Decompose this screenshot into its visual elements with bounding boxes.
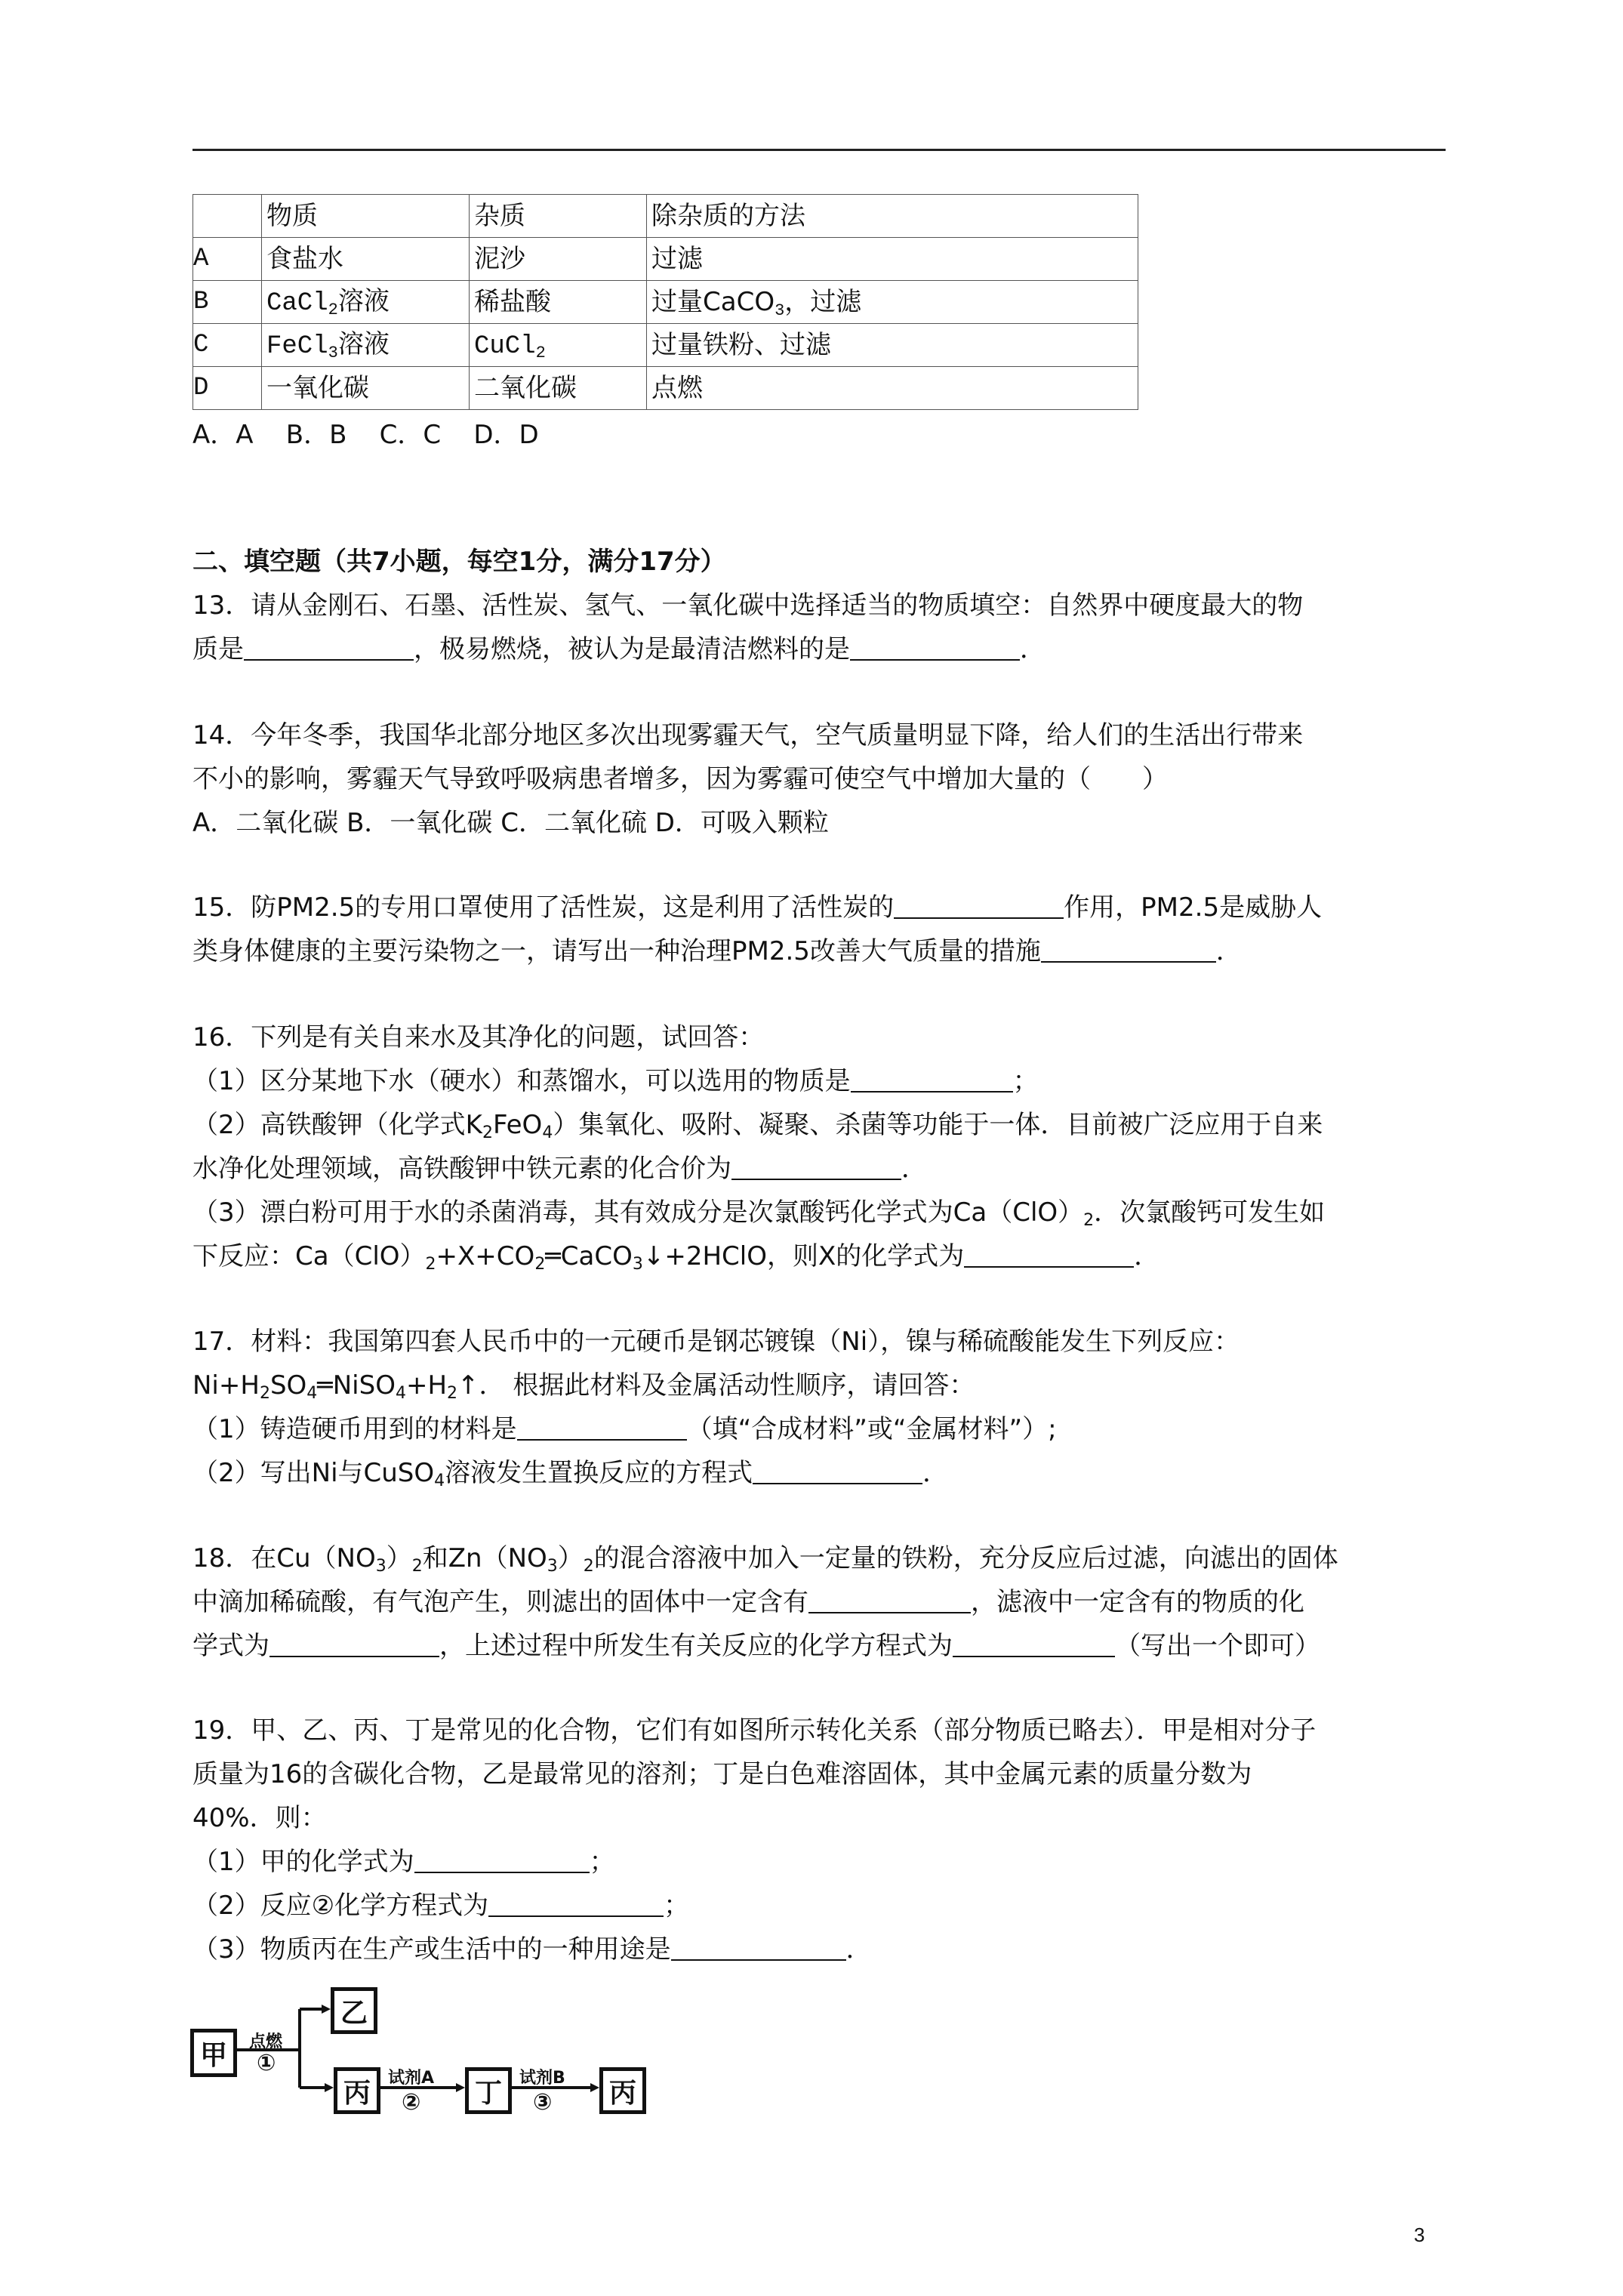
- q15-line: 类身体健康的主要污染物之一，请写出一种治理PM2.5改善大气质量的措施 ．: [192, 936, 1242, 966]
- answer-blank[interactable]: [414, 1849, 590, 1873]
- answer-blank[interactable]: [964, 1244, 1134, 1268]
- table-header-row: [193, 195, 1138, 238]
- table-row: [193, 238, 1138, 281]
- q12-options: A．A B．B C．C D．D: [192, 420, 539, 450]
- table-header-cell: 除杂质的方法: [647, 195, 1138, 238]
- table-header-cell: 杂质: [470, 195, 647, 238]
- impurity-cell: 泥沙: [470, 238, 647, 281]
- method-cell: 过量铁粉、过滤: [647, 324, 1138, 367]
- step-number: ②: [402, 2089, 421, 2116]
- table-row: [193, 324, 1138, 367]
- answer-blank[interactable]: [894, 895, 1064, 919]
- q19-line: 质量为16的含碳化合物，乙是最常见的溶剂；丁是白色难溶固体，其中金属元素的质量分数为: [192, 1759, 1252, 1789]
- q16-line: 水净化处理领域，高铁酸钾中铁元素的化合价为 ．: [192, 1154, 927, 1184]
- answer-blank[interactable]: [244, 636, 414, 661]
- row-label: B: [193, 281, 262, 324]
- impurity-table: [192, 194, 1138, 410]
- answer-blank[interactable]: [808, 1589, 971, 1613]
- row-label: D: [193, 367, 262, 410]
- q18-line: 学式为 ，上述过程中所发生有关反应的化学方程式为 （写出一个即可）: [192, 1631, 1320, 1661]
- q14-line: 不小的影响，雾霾天气导致呼吸病患者增多，因为雾霾可使空气中增加大量的（ ）: [192, 764, 1168, 794]
- answer-blank[interactable]: [731, 1156, 901, 1180]
- section-title: 二、填空题（共7小题，每空1分，满分17分）: [192, 547, 726, 577]
- header-rule: [192, 149, 1446, 151]
- table-header-cell: 物质: [262, 195, 470, 238]
- answer-blank[interactable]: [269, 1633, 439, 1657]
- q19-line: 40%．则：: [192, 1803, 327, 1833]
- table-row: [193, 281, 1138, 324]
- q16-line: 16．下列是有关自来水及其净化的问题，试回答：: [192, 1022, 765, 1052]
- table-row: [193, 367, 1138, 410]
- q19-line: （3）物质丙在生产或生活中的一种用途是 ．: [192, 1934, 872, 1965]
- answer-blank[interactable]: [953, 1633, 1115, 1657]
- answer-blank[interactable]: [488, 1893, 664, 1917]
- q19-line: 19．甲、乙、丙、丁是常见的化合物，它们有如图所示转化关系（部分物质已略去）．甲是相对分子: [192, 1715, 1317, 1746]
- answer-blank[interactable]: [753, 1460, 922, 1484]
- q14-line: 14．今年冬季，我国华北部分地区多次出现雾霾天气，空气质量明显下降，给人们的生活出行带来: [192, 720, 1304, 750]
- table-header-cell: [193, 195, 262, 238]
- bing-box: 丙: [334, 2067, 380, 2114]
- method-cell: 点燃: [647, 367, 1138, 410]
- step-number: ③: [533, 2089, 553, 2116]
- jia-box: 甲: [190, 2029, 237, 2077]
- bing-box: 丙: [599, 2067, 646, 2114]
- reagent-a-label: 试剂A: [388, 2069, 435, 2088]
- row-label: A: [193, 238, 262, 281]
- answer-blank[interactable]: [671, 1937, 846, 1961]
- page-number: 3: [1414, 2224, 1425, 2246]
- row-label: C: [193, 324, 262, 367]
- answer-blank[interactable]: [517, 1416, 687, 1441]
- impurity-cell: CuCl$_2$: [470, 324, 647, 367]
- q13-line: 13．请从金刚石、石墨、活性炭、氢气、一氧化碳中选择适当的物质填空：自然界中硬度最大的物: [192, 590, 1304, 621]
- q17-line: （2）写出Ni与CuSO$_4$溶液发生置换反应的方程式 ．: [192, 1458, 949, 1490]
- substance-cell: CaCl$_2$溶液: [262, 281, 470, 324]
- answer-blank[interactable]: [851, 1068, 1013, 1093]
- ignite-label: 点燃: [249, 2032, 283, 2051]
- q16-line: （2）高铁酸钾（化学式$K_2FeO_4$）集氧化、吸附、凝聚、杀菌等功能于一体．目前被广泛应用于自来: [192, 1110, 1323, 1142]
- q16-line: （3）漂白粉可用于水的杀菌消毒，其有效成分是次氯酸钙化学式为$Ca(ClO)_2$．次氯酸钙可发生如: [192, 1197, 1326, 1230]
- q17-line: 17．材料：我国第四套人民币中的一元硬币是钢芯镀镍（Ni），镍与稀硫酸能发生下列反应：: [192, 1327, 1240, 1357]
- q16-line: （1）区分某地下水（硬水）和蒸馏水，可以选用的物质是 ；: [192, 1066, 1039, 1096]
- q13-line: 质是 ，极易燃烧，被认为是最清洁燃料的是 ．: [192, 634, 1046, 664]
- reagent-b-label: 试剂B: [519, 2069, 565, 2088]
- substance-cell: 食盐水: [262, 238, 470, 281]
- q17-line: $Ni+H_2SO_4═NiSO_4+H_2↑$． 根据此材料及金属活动性顺序，请回答：: [192, 1370, 975, 1403]
- yi-box: 乙: [331, 1987, 377, 2034]
- conversion-diagram: [190, 1967, 651, 2118]
- q18-line: 18．在$Cu(NO_3)_2$和$Zn(NO_3)_2$的混合溶液中加入一定量的铁粉，充分反应后过滤，向滤出的固体: [192, 1543, 1338, 1576]
- answer-blank[interactable]: [850, 636, 1020, 661]
- q17-line: （1）铸造硬币用到的材料是 （填“合成材料”或“金属材料”）;: [192, 1414, 1057, 1444]
- substance-cell: FeCl$_3$溶液: [262, 324, 470, 367]
- ding-box: 丁: [465, 2067, 512, 2114]
- q14-options: A．二氧化碳 B．一氧化碳 C．二氧化硫 D．可吸入颗粒: [192, 808, 829, 838]
- q15-line: 15．防PM2.5的专用口罩使用了活性炭，这是利用了活性炭的 作用，PM2.5是威胁人: [192, 892, 1323, 923]
- substance-cell: 一氧化碳: [262, 367, 470, 410]
- q18-line: 中滴加稀硫酸，有气泡产生，则滤出的固体中一定含有 ，滤液中一定含有的物质的化: [192, 1587, 1304, 1617]
- impurity-cell: 稀盐酸: [470, 281, 647, 324]
- method-cell: 过滤: [647, 238, 1138, 281]
- q19-line: （1）甲的化学式为 ；: [192, 1847, 615, 1877]
- q16-line: 下反应：$Ca(ClO)_2+X+CO_2═CaCO_3↓+2HClO$，则X的化学式为 ．: [192, 1241, 1160, 1274]
- method-cell: 过量CaCO$_3$，过滤: [647, 281, 1138, 324]
- impurity-cell: 二氧化碳: [470, 367, 647, 410]
- q19-line: （2）反应②化学方程式为 ；: [192, 1891, 690, 1921]
- answer-blank[interactable]: [1041, 938, 1216, 963]
- step-number: ①: [257, 2050, 276, 2076]
